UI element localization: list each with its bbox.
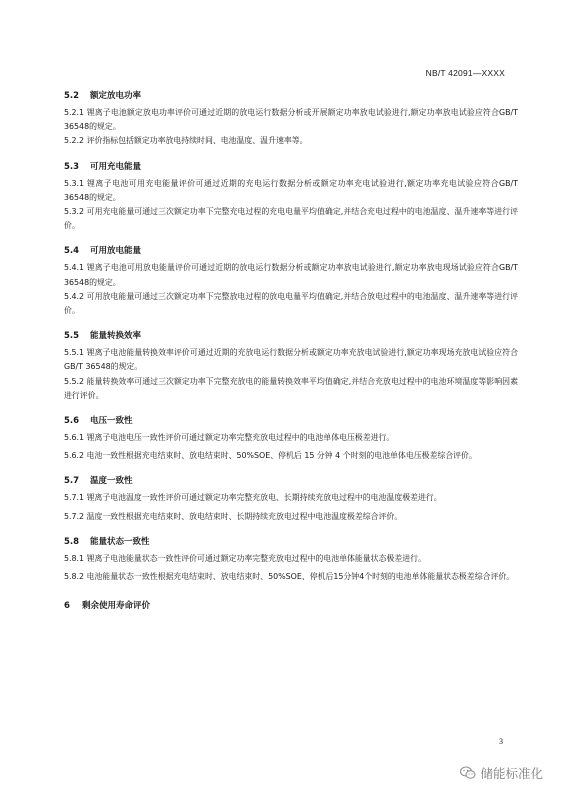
section-heading-5-6 — [64, 415, 518, 427]
section-title: 能量转换效率 — [90, 331, 142, 342]
section-title: 温度一致性 — [90, 476, 133, 487]
section-heading-5-7 — [64, 475, 518, 487]
section-number: 5.4 — [64, 246, 80, 257]
document-id: NB/T 42091—XXXX — [425, 68, 505, 78]
paragraph-5-4-2: 5.4.2 可用放电能量可通过三次额定功率下完整放电过程的放电电量平均值确定,并结合放电过程中的电池温度、温升速率等进行评价。 — [64, 291, 518, 316]
section-title: 能量状态一致性 — [90, 536, 150, 547]
section-title: 可用充电能量 — [90, 161, 142, 172]
paragraph-5-7-1: 5.7.1 锂离子电池温度一致性评价可通过额定功率完整充放电、长期持续充放电过程中的电池温度极差进行。 — [64, 493, 442, 503]
section-heading-5-8 — [64, 536, 518, 548]
section-heading-5-5 — [64, 330, 518, 342]
paragraph-5-3-1: 5.3.1 锂离子电池可用充电能量评价可通过近期的充电运行数据分析或额定功率充电试验进行,额定功率充电试验应符合GB/T 36548的规定。 — [64, 178, 518, 202]
paragraph-5-7-2: 5.7.2 温度一致性根据充电结束时、放电结束时、长期持续充放电过程中电池温度极差综合评价。 — [64, 511, 403, 521]
watermark-text: 储能标准化 — [480, 766, 543, 781]
section-number: 6 — [64, 601, 70, 612]
wechat-icon — [460, 766, 476, 780]
section-number: 5.5 — [64, 331, 80, 342]
section-heading-5-4 — [64, 245, 518, 257]
section-title: 额定放电功率 — [90, 91, 142, 101]
paragraph-5-4-1: 5.4.1 锂离子电池可用放电能量评价可通过近期的放电运行数据分析或额定功率放电试验进行,额定功率放电现场试验应符合GB/T 36548的规定。 — [64, 263, 518, 287]
paragraph-5-6-1: 5.6.1 锂离子电池电压一致性评价可通过额定功率完整充放电过程中的电池单体电压极差进行。 — [64, 433, 395, 443]
section-title: 可用放电能量 — [90, 246, 142, 257]
paragraph-5-8-1: 5.8.1 锂离子电池能量状态一致性评价可通过额定功率完整充放电过程中的电池单体能量状态极差进行。 — [64, 553, 426, 563]
section-heading-6 — [64, 600, 518, 612]
section-title: 电压一致性 — [90, 416, 133, 427]
document-body — [64, 90, 518, 612]
paragraph-5-5-1: 5.5.1 锂离子电池能量转换效率评价可通过近期的充放电运行数据分析或额定功率充放电试验进行,额定功率现场充放电试验应符合GB/T 36548的规定。 — [64, 348, 518, 372]
paragraph-5-2-2: 5.2.2 评价指标包括额定功率放电持续时间、电池温度、温升速率等。 — [64, 136, 308, 146]
section-title: 剩余使用寿命评价 — [82, 601, 151, 612]
page-number: 3 — [499, 737, 503, 746]
section-number: 5.8 — [64, 536, 80, 547]
paragraph-5-2-1: 5.2.1 锂离子电池额定放电功率评价可通过近期的放电运行数据分析或开展额定功率放电试验进行,额定功率放电试验应符合GB/T 36548的规定。 — [64, 108, 518, 132]
section-number: 5.7 — [64, 476, 80, 487]
section-number: 5.3 — [64, 161, 80, 172]
section-heading-5-3 — [64, 161, 518, 173]
watermark — [460, 764, 543, 782]
section-number: 5.6 — [64, 416, 80, 427]
paragraph-5-3-2: 5.3.2 可用充电能量可通过三次额定功率下完整充电过程的充电电量平均值确定,并结合充电过程中的电池温度、温升速率等进行评价。 — [64, 207, 518, 231]
paragraph-5-6-2: 5.6.2 电池一致性根据充电结束时、放电结束时、50%SOE、停机后 15 分钟 4 个时刻的电池单体电压极差综合评价。 — [64, 451, 477, 461]
section-number: 5.2 — [64, 91, 80, 101]
paragraph-5-8-2: 5.8.2 电池能量状态一致性根据充电结束时、放电结束时、50%SOE、停机后15分钟4个时刻的电池单体能量状态极差综合评价。 — [64, 572, 515, 582]
paragraph-5-5-2: 5.5.2 能量转换效率可通过三次额定功率下完整充放电的能量转换效率平均值确定,并结合充放电过程中的电池环境温度等影响因素进行评价。 — [64, 376, 518, 400]
section-heading-5-2 — [64, 90, 518, 102]
